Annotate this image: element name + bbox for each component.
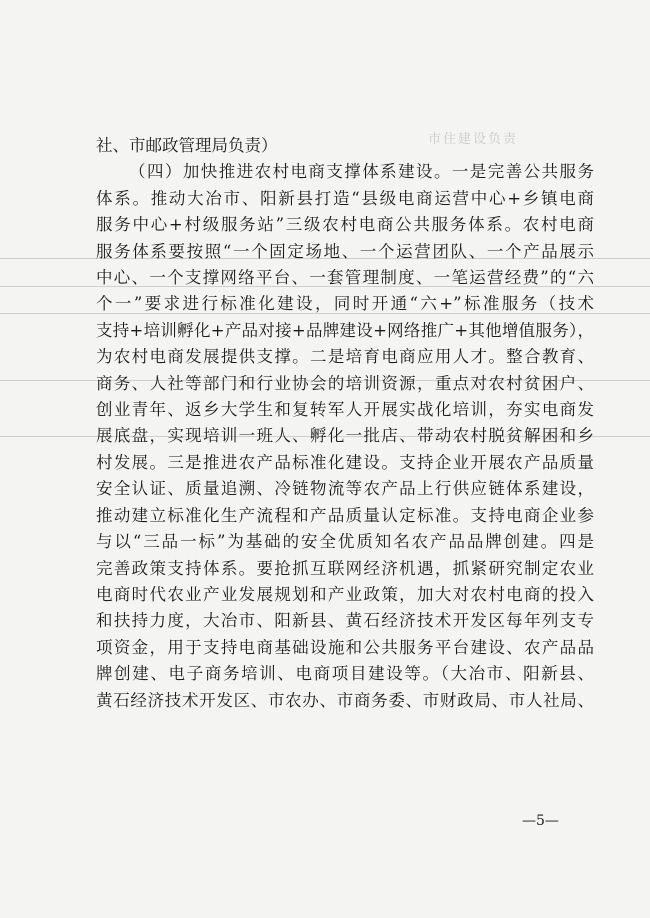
text-line: 和扶持力度，大冶市、阳新县、黄石经济技术开发区每年列支专 (96, 611, 594, 631)
text-line: 电商时代农业产业发展规划和产业政策，加大对农村电商的投入 (96, 584, 594, 604)
text-line: 与以“三品一标”为基础的安全优质知名农产品品牌创建。四是 (96, 532, 594, 552)
text-line: 创业青年、返乡大学生和复转军人开展实战化培训，夯实电商发 (96, 400, 594, 420)
body-text (96, 133, 594, 714)
text-line: 黄石经济技术开发区、市农办、市商务委、市财政局、市人社局、 (96, 690, 594, 710)
text-line: 服务中心+村级服务站”三级农村电商公共服务体系。农村电商 (96, 215, 594, 235)
text-line: 社、市邮政管理局负责） (96, 136, 278, 155)
text-line: 项资金，用于支持电商基础设施和公共服务平台建设、农产品品 (96, 637, 594, 657)
text-line: 商务、人社等部门和行业协会的培训资源，重点对农村贫困户、 (96, 373, 594, 393)
bleed-through-text: 市住建设负责 (428, 132, 519, 147)
text-line: 安全认证、质量追溯、冷链物流等农产品上行供应链体系建设， (96, 479, 594, 499)
text-line: （四）加快推进农村电商支撑体系建设。一是完善公共服务 (129, 162, 594, 182)
text-line: 个一”要求进行标准化建设，同时开通“六+”标准服务（技术 (96, 294, 594, 314)
text-line: 为农村电商发展提供支撑。二是培育电商应用人才。整合教育、 (96, 347, 594, 367)
text-line: 支持+培训孵化+产品对接+品牌建设+网络推广+其他增值服务）， (96, 320, 594, 340)
text-line: 村发展。三是推进农产品标准化建设。支持企业开展农产品质量 (96, 452, 594, 472)
text-line: 牌创建、电子商务培训、电商项目建设等。（大冶市、阳新县、 (96, 664, 594, 684)
page-number: —5— (522, 813, 559, 829)
text-line: 展底盘，实现培训一班人、孵化一批店、带动农村脱贫解困和乡 (96, 426, 594, 446)
text-line: 体系。推动大冶市、阳新县打造“县级电商运营中心+乡镇电商 (96, 188, 594, 208)
text-line: 完善政策支持体系。要抢抓互联网经济机遇，抓紧研究制定农业 (96, 558, 594, 578)
text-line: 中心、一个支撑网络平台、一套管理制度、一笔运营经费”的“六 (96, 268, 594, 288)
text-line: 服务体系要按照“一个固定场地、一个运营团队、一个产品展示 (96, 241, 594, 261)
text-line: 推动建立标准化生产流程和产品质量认定标准。支持电商企业参 (96, 505, 594, 525)
